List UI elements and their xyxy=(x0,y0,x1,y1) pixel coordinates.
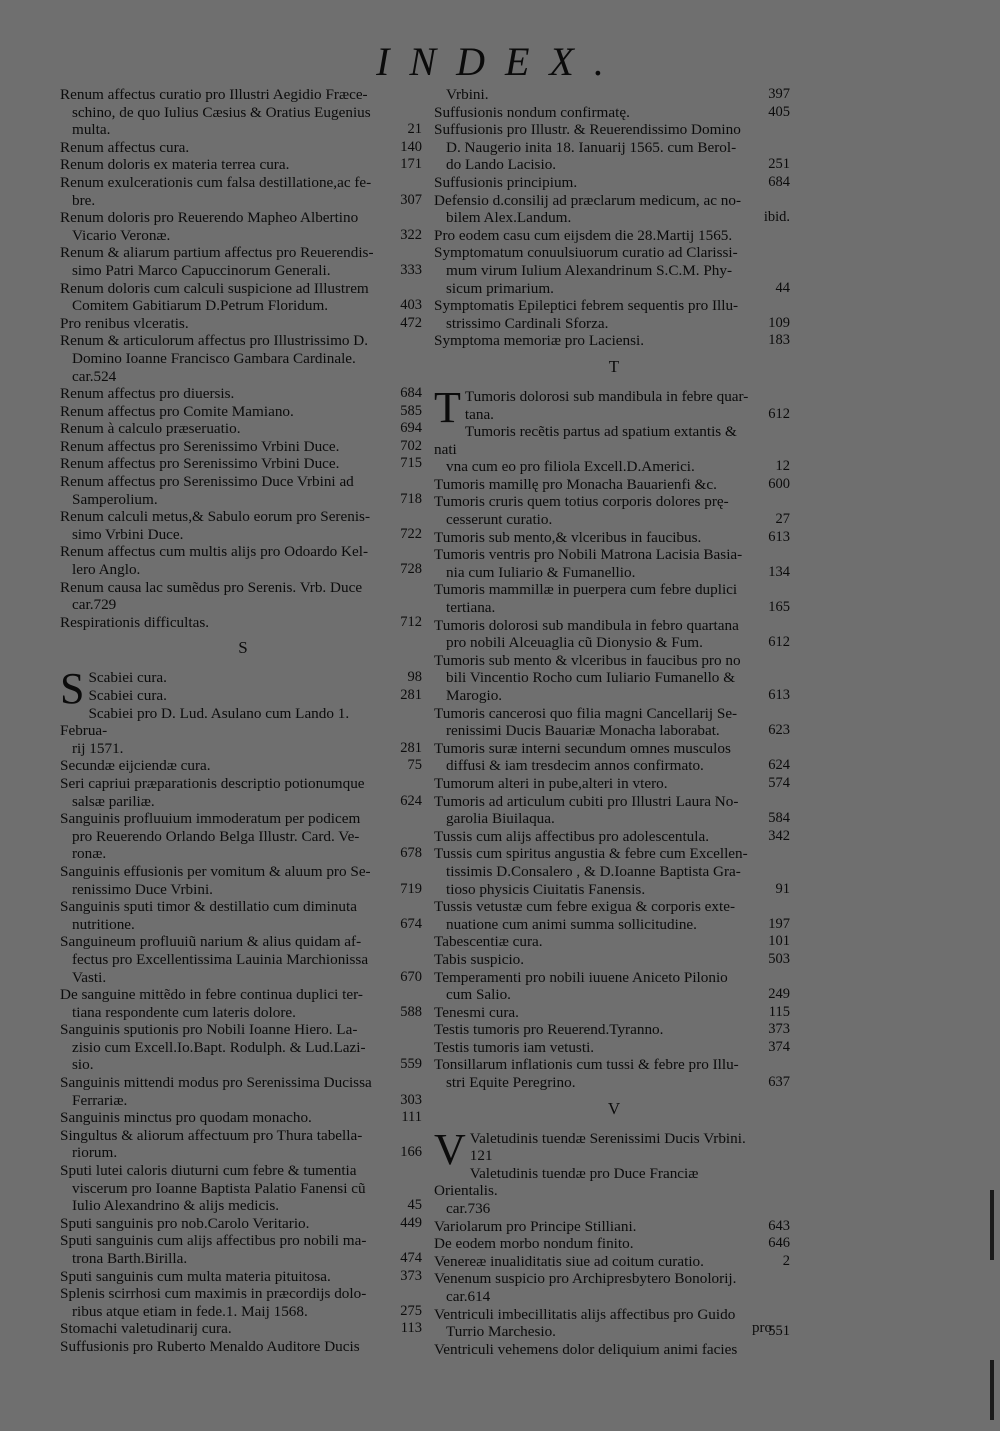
entry-text-line: Sputi sanguinis cum multa materia pituitosa. xyxy=(60,1267,331,1285)
index-entry xyxy=(434,1039,794,1057)
entry-text-line: Tumoris recẽtis partus ad spatium extantis & nati xyxy=(434,423,737,458)
index-entry xyxy=(60,1268,426,1286)
page-number: 109 xyxy=(768,314,790,331)
entry-text-line: Renum affectus pro Serenissimo Vrbini Duce. xyxy=(60,437,340,455)
page-number: 674 xyxy=(400,915,422,932)
entry-text-line: Venenum suspicio pro Archipresbytero Bonolorij. xyxy=(434,1270,737,1288)
entry-text-line: Renum affectus curatio pro Illustri Aegidio Fræce- xyxy=(60,86,368,103)
entry-text-line: Sanguinis profluuium immoderatum per podicem xyxy=(60,810,361,828)
entry-text-line: Tumoris ventris pro Nobili Matrona Lacisia Basia- xyxy=(434,546,743,564)
index-entry xyxy=(434,1165,794,1218)
page-number: 111 xyxy=(401,1109,422,1126)
entry-text-line: Valetudinis tuendæ Serenissimi Ducis Vrbini. xyxy=(469,1129,746,1147)
entry-text-line: Tabis suspicio. xyxy=(434,950,525,968)
entry-text-line: bilem Alex.Landum. xyxy=(446,209,572,227)
page-number: 12 xyxy=(775,458,790,475)
entry-text-line: tertiana. xyxy=(446,599,496,617)
index-column-left xyxy=(60,86,426,1356)
entry-text-line: De sanguine mittẽdo in febre continua duplici ter- xyxy=(60,986,363,1004)
entry-text-line: Tumoris mammillæ in puerpera cum febre duplici xyxy=(434,581,738,599)
entry-text-line: Vrbini. xyxy=(446,86,489,103)
entry-text-line: Marogio. xyxy=(446,687,503,704)
entry-text-line: Venereæ inualiditatis siue ad coitum curatio. xyxy=(434,1252,704,1270)
page-number: 249 xyxy=(768,986,790,1003)
entry-text-line: Symptomatum conuulsiuorum curatio ad Clarissi- xyxy=(434,244,738,262)
page-number: 374 xyxy=(768,1038,790,1055)
entry-text-line: Sanguinis effusionis per vomitum & aluum pro Se- xyxy=(60,862,371,880)
entry-text-line: mum virum Iulium Alexandrinum S.C.M. Phy- xyxy=(446,261,733,279)
entry-text-line: Renum & aliarum partium affectus pro Reuerendis- xyxy=(60,244,374,262)
entry-text-line: Sanguinis sputionis pro Nobili Ioanne Hiero. La- xyxy=(60,1021,358,1039)
page-number: 702 xyxy=(400,437,422,454)
index-entry xyxy=(60,315,426,333)
entry-text-line: Iulio Alexandrino & alijs medicis. xyxy=(72,1197,280,1215)
page-number: 600 xyxy=(768,475,790,492)
entry-text-line: Tenesmi cura. xyxy=(434,1003,519,1021)
entry-text-line: Renum affectus pro Serenissimo Duce Vrbini ad xyxy=(60,473,354,491)
entry-text-line: cum Salio. xyxy=(446,986,511,1004)
page-number: 281 xyxy=(400,739,422,756)
page-title: INDEX. xyxy=(376,39,624,84)
entry-text-line: Tumoris suræ interni secundum omnes musculos xyxy=(434,739,731,757)
index-entry xyxy=(434,1056,794,1091)
index-entry xyxy=(434,1004,794,1022)
entry-text-line: rij 1571. xyxy=(72,739,124,757)
index-entry xyxy=(60,1021,426,1074)
entry-text-line: Ferrariæ. xyxy=(72,1091,128,1109)
entry-text-line: tioso physicis Ciuitatis Fanensis. xyxy=(446,880,646,898)
index-entry xyxy=(434,382,794,432)
entry-text-line: Renum affectus cura. xyxy=(60,138,190,156)
entry-text-line: Symptomatis Epileptici febrem sequentis pro Illu- xyxy=(434,297,739,315)
entry-text-line: Testis tumoris iam vetusti. xyxy=(434,1038,595,1056)
page-number: 643 xyxy=(768,1217,790,1234)
entry-text-line: Variolarum pro Principe Stilliani. xyxy=(434,1217,637,1235)
page-number: 712 xyxy=(400,613,422,630)
entry-text-line: nutritione. xyxy=(72,915,135,933)
page-number: 373 xyxy=(768,1021,790,1038)
index-entry xyxy=(434,951,794,969)
index-entry xyxy=(434,581,794,616)
page-number: 91 xyxy=(775,880,790,897)
entry-text-line: Tussis vetustæ cum febre exigua & corporis exte- xyxy=(434,898,736,916)
entry-text-line: Tumoris dolorosi sub mandibula in febro quartana xyxy=(434,616,739,634)
entry-text-line: simo Patri Marco Capuccinorum Generali. xyxy=(72,261,331,279)
entry-text-line: Tumoris ad articulum cubiti pro Illustri Laura No- xyxy=(434,792,739,810)
entry-text-line: Sanguinis minctus pro quodam monacho. xyxy=(60,1109,312,1127)
index-entry xyxy=(60,1162,426,1215)
page-number: 44 xyxy=(775,279,790,296)
page-number: 503 xyxy=(768,950,790,967)
index-entry xyxy=(60,1127,426,1162)
entry-text-line: Tumoris cancerosi quo filia magni Cancellarij Se- xyxy=(434,704,738,722)
index-entry xyxy=(60,810,426,863)
entry-text-line: Suffusionis pro Illustr. & Reuerendissimo Domino xyxy=(434,121,741,139)
index-entry xyxy=(434,493,794,528)
entry-text-line: car.736 xyxy=(446,1200,491,1218)
entry-text-line: Secundæ eijciendæ cura. xyxy=(60,757,211,775)
entry-text-line: Tumoris sub mento & vlceribus in faucibus pro no xyxy=(434,651,741,669)
page-number: 551 xyxy=(768,1323,790,1340)
entry-text-line: bili Vincentio Rocho cum Iuliario Fumanello & xyxy=(446,669,736,687)
entry-text-line: Tumoris mamillę pro Monacha Bauarienfi &c. xyxy=(434,475,717,493)
page-number: 197 xyxy=(768,915,790,932)
entry-text-line: Testis tumoris pro Reuerend.Tyranno. xyxy=(434,1021,664,1039)
index-entry xyxy=(434,423,794,476)
page-number: 722 xyxy=(400,525,422,542)
index-entry xyxy=(60,209,426,244)
index-entry xyxy=(60,244,426,279)
index-entry xyxy=(434,297,794,332)
entry-text-line: riorum. xyxy=(72,1144,118,1162)
entry-text-line: zisio cum Excell.Io.Bapt. Rodulph. & Lud.Lazi- xyxy=(72,1038,366,1056)
entry-text-line: Temperamenti pro nobili iuuene Aniceto Pilonio xyxy=(434,968,728,986)
entry-text-line: car.729 xyxy=(72,596,117,614)
entry-text-line: nia cum Iuliario & Fumanellio. xyxy=(446,563,636,581)
index-entry xyxy=(434,740,794,775)
page-number: 585 xyxy=(400,402,422,419)
entry-text-line: Vasti. xyxy=(72,968,107,986)
entry-text-line: viscerum pro Ioanne Baptista Palatio Fanensi cũ xyxy=(72,1179,366,1197)
page-number: 719 xyxy=(400,880,422,897)
entry-text-line: fectus pro Excellentissima Lauinia Marchionissa xyxy=(72,950,369,968)
index-entry xyxy=(60,86,426,139)
index-entry xyxy=(60,280,426,315)
page-number: 474 xyxy=(400,1250,422,1266)
page-number: 684 xyxy=(768,173,790,190)
page-number: 21 xyxy=(407,121,422,138)
index-entry xyxy=(60,420,426,438)
index-entry xyxy=(434,775,794,793)
entry-text-line: Renum affectus pro Serenissimo Vrbini Duce. xyxy=(60,455,340,473)
index-entry xyxy=(434,546,794,581)
index-entry xyxy=(60,139,426,157)
entry-text-line: Samperolium. xyxy=(72,490,158,508)
page-number: 715 xyxy=(400,455,422,472)
page-number: ibid. xyxy=(763,209,790,226)
entry-text-line: Tumoris sub mento,& vlceribus in faucibus. xyxy=(434,528,702,546)
index-entry xyxy=(434,1235,794,1253)
entry-text-line: Sanguinis mittendi modus pro Serenissima Ducissa xyxy=(60,1074,372,1092)
entry-text-line: Tonsillarum inflationis cum tussi & febre pro Illu- xyxy=(434,1056,739,1074)
entry-text-line: Respirationis difficultas. xyxy=(60,613,210,631)
margin-mark xyxy=(990,1190,994,1260)
entry-text-line: nuatione cum animi summa sollicitudine. xyxy=(446,915,697,933)
entry-text-line: Sanguineum profluuiũ narium & alius quidam af- xyxy=(60,933,362,951)
page-number: 113 xyxy=(400,1320,422,1337)
catchword: pro xyxy=(752,1320,772,1336)
page-number: 75 xyxy=(407,757,422,774)
entry-text-line: cesserunt curatio. xyxy=(446,511,553,529)
index-entry xyxy=(434,1341,794,1359)
page-number: 303 xyxy=(400,1091,422,1108)
index-entry xyxy=(434,174,794,192)
entry-text-line: Scabiei pro D. Lud. Asulano cum Lando 1. Februa- xyxy=(60,704,350,740)
entry-text-line: lero Anglo. xyxy=(72,561,141,579)
entry-text-line: Pro renibus vlceratis. xyxy=(60,314,189,332)
entry-text-line: sicum primarium. xyxy=(446,279,554,297)
page-number: 333 xyxy=(400,261,422,278)
page-number: 584 xyxy=(768,810,790,827)
index-entry xyxy=(434,652,794,705)
entry-text-line: Sputi sanguinis pro nob.Carolo Veritario. xyxy=(60,1214,310,1232)
entry-text-line: Ventriculi vehemens dolor deliquium animi facies xyxy=(434,1340,738,1358)
entry-text-line: Defensio d.consilij ad præclarum medicum, ac no- xyxy=(434,191,742,209)
index-entry xyxy=(434,828,794,846)
entry-text-line: Renum à calculo præseruatio. xyxy=(60,420,241,438)
index-entry xyxy=(60,775,426,810)
index-entry xyxy=(60,1285,426,1320)
entry-text-line: Renum calculi metus,& Sabulo eorum pro Serenis- xyxy=(60,508,371,526)
index-entry xyxy=(434,1270,794,1305)
page-number: 165 xyxy=(768,599,790,616)
entry-text-line: schino, de quo Iulius Cæsius & Oratius Eugenius xyxy=(72,103,371,121)
page-number: 403 xyxy=(400,297,422,314)
page-number: 624 xyxy=(400,792,422,809)
entry-text-line: Sputi lutei caloris diuturni cum febre & tumentia xyxy=(60,1162,357,1180)
entry-text-line: multa. xyxy=(72,121,111,139)
index-entry xyxy=(60,455,426,473)
entry-text-line: Valetudinis tuendæ pro Duce Franciæ Orientalis. xyxy=(434,1164,699,1200)
page-number: 183 xyxy=(768,332,790,349)
index-entry xyxy=(60,174,426,209)
index-entry xyxy=(434,969,794,1004)
index-entry xyxy=(60,1338,426,1356)
index-entry xyxy=(434,1306,794,1341)
index-entry xyxy=(60,986,426,1021)
index-entry xyxy=(434,1253,794,1271)
page-number: 613 xyxy=(768,687,790,703)
entry-text-line: Tabescentiæ cura. xyxy=(434,933,543,951)
page-number: 449 xyxy=(400,1214,422,1231)
page-number: 45 xyxy=(407,1197,422,1214)
index-entry xyxy=(60,1320,426,1338)
section-letter: S xyxy=(238,638,248,658)
page-number: 612 xyxy=(768,634,790,651)
page-number: 684 xyxy=(400,385,422,402)
entry-text-line: Comitem Gabitiarum D.Petrum Floridum. xyxy=(72,297,329,315)
entry-text-line: stri Equite Peregrino. xyxy=(446,1074,576,1092)
entry-text-line: simo Vrbini Duce. xyxy=(72,525,184,543)
entry-text-line: Sputi sanguinis cum alijs affectibus pro nobili ma- xyxy=(60,1232,367,1250)
index-entry xyxy=(60,614,426,632)
entry-text-line: Renum exulcerationis cum falsa destillatione,ac fe- xyxy=(60,173,372,191)
entry-text-line: bre. xyxy=(72,191,96,209)
entry-text-line: Sanguinis sputi timor & destillatio cum diminuta xyxy=(60,898,357,916)
page-number: 637 xyxy=(768,1074,790,1091)
entry-text-line: Turrio Marchesio. xyxy=(446,1323,556,1341)
index-entry xyxy=(434,1021,794,1039)
page-number: 281 xyxy=(400,687,422,703)
drop-cap: S xyxy=(60,664,85,714)
entry-text-line: ribus atque etiam in fede.1. Maij 1568. xyxy=(72,1302,308,1320)
index-entry xyxy=(434,705,794,740)
entry-text-line: Tumoris dolorosi sub mandibula in febre quar- xyxy=(464,387,749,405)
entry-text-line: Tussis cum alijs affectibus pro adolescentula. xyxy=(434,827,710,845)
page-number: 624 xyxy=(768,757,790,774)
index-entry xyxy=(434,244,794,297)
page-number: 98 xyxy=(407,669,422,686)
page-number: 718 xyxy=(400,490,422,507)
page-number: 27 xyxy=(775,511,790,528)
page-number: 134 xyxy=(768,563,790,580)
entry-text-line: car.614 xyxy=(446,1288,491,1305)
entry-text-line: Renum doloris cum calculi suspicione ad Illustrem xyxy=(60,279,369,297)
entry-text-line: sio. xyxy=(72,1056,94,1074)
index-entry xyxy=(60,898,426,933)
entry-text-line: garolia Biuilaqua. xyxy=(446,810,555,828)
entry-text-line: Seri capriui præparationis descriptio potionumque xyxy=(60,774,365,792)
section-letter: T xyxy=(608,356,620,376)
index-entry xyxy=(60,1232,426,1267)
entry-text-line: Renum affectus cum multis alijs pro Odoardo Kel- xyxy=(60,543,369,561)
index-entry xyxy=(434,845,794,898)
entry-text-line: Renum & articulorum affectus pro Illustrissimo D. xyxy=(60,332,369,350)
entry-text-line: 121 xyxy=(469,1147,493,1165)
page-number: 140 xyxy=(400,138,422,155)
entry-text-line: Renum causa lac sumẽdus pro Serenis. Vrb. Duce xyxy=(60,578,363,596)
entry-text-line: Splenis scirrhosi cum maximis in præcordijs dolo- xyxy=(60,1285,367,1303)
entry-text-line: renissimi Ducis Bauariæ Monacha laborabat. xyxy=(446,722,720,740)
entry-text-line: pro nobili Alceuaglia cũ Dionysio & Fum. xyxy=(446,634,703,652)
page-number: 342 xyxy=(768,827,790,844)
index-entry xyxy=(434,227,794,245)
entry-text-line: diffusi & iam tresdecim annos confirmato. xyxy=(446,757,704,775)
page-number: 2 xyxy=(782,1252,790,1269)
page-number: 115 xyxy=(768,1003,790,1020)
page-number: 612 xyxy=(768,405,790,422)
index-entry xyxy=(434,617,794,652)
entry-text-line: ronæ. xyxy=(72,845,107,863)
drop-cap: V xyxy=(434,1124,466,1174)
entry-text-line: Stomachi valetudinarij cura. xyxy=(60,1320,232,1338)
index-entry xyxy=(434,898,794,933)
page-number: 559 xyxy=(400,1056,422,1073)
index-entry xyxy=(60,385,426,403)
entry-text-line: Renum doloris ex materia terrea cura. xyxy=(60,156,290,174)
entry-text-line: renissimo Duce Vrbini. xyxy=(72,880,213,898)
index-entry xyxy=(60,1215,426,1233)
index-entry xyxy=(434,1218,794,1236)
page-number: 678 xyxy=(400,845,422,862)
entry-text-line: pro Reuerendo Orlando Belga Illustr. Card. Ve- xyxy=(72,827,360,845)
page-number: 322 xyxy=(400,226,422,243)
entry-text-line: tissimis D.Consalero , & D.Ioanne Baptista Gra- xyxy=(446,862,741,880)
entry-text-line: Suffusionis principium. xyxy=(434,173,578,191)
page-number: 670 xyxy=(400,968,422,985)
index-entry xyxy=(60,1074,426,1109)
index-entry xyxy=(434,1124,794,1174)
entry-text-line: Suffusionis pro Ruberto Menaldo Auditore Ducis xyxy=(60,1337,360,1355)
page-number: 307 xyxy=(400,191,422,208)
entry-text-line: Vicario Veronæ. xyxy=(72,226,171,244)
index-entry xyxy=(434,121,794,174)
page-number: 574 xyxy=(768,774,790,791)
page-number: 694 xyxy=(400,420,422,437)
entry-text-line: strissimo Cardinali Sforza. xyxy=(446,314,609,332)
index-entry xyxy=(60,156,426,174)
page-number: 101 xyxy=(768,933,790,950)
index-entry xyxy=(434,332,794,350)
entry-text-line: Tumorum alteri in pube,alteri in vtero. xyxy=(434,774,668,792)
index-entry xyxy=(60,332,426,385)
entry-text-line: Scabiei cura. xyxy=(88,687,167,704)
index-entry xyxy=(60,403,426,421)
entry-text-line: do Lando Lacisio. xyxy=(446,156,557,174)
index-entry xyxy=(60,757,426,775)
page-number: 646 xyxy=(768,1235,790,1252)
index-entry xyxy=(60,508,426,543)
index-entry xyxy=(434,793,794,828)
page-number: 472 xyxy=(400,314,422,331)
entry-text-line: De eodem morbo nondum finito. xyxy=(434,1235,634,1253)
drop-cap: T xyxy=(434,382,461,432)
index-entry xyxy=(60,1109,426,1127)
index-entry xyxy=(60,579,426,614)
index-entry xyxy=(434,476,794,494)
page-number: 405 xyxy=(768,103,790,120)
index-entry xyxy=(60,687,426,705)
entry-text-line: vna cum eo pro filiola Excell.D.Americi. xyxy=(446,458,695,476)
entry-text-line: Tumoris cruris quem totius corporis dolores prę- xyxy=(434,493,729,511)
entry-text-line: Renum doloris pro Reuerendo Mapheo Albertino xyxy=(60,209,359,227)
entry-text-line: trona Barth.Birilla. xyxy=(72,1250,188,1267)
page-number: 373 xyxy=(400,1267,422,1284)
index-entry xyxy=(60,473,426,508)
index-entry xyxy=(434,529,794,547)
index-entry xyxy=(434,933,794,951)
page-number: 171 xyxy=(400,156,422,173)
page-number: 728 xyxy=(400,561,422,578)
entry-text-line: Singultus & aliorum affectuum pro Thura tabella- xyxy=(60,1126,363,1144)
page-number: 166 xyxy=(400,1144,422,1161)
margin-mark xyxy=(990,1360,994,1420)
entry-text-line: Renum affectus pro Comite Mamiano. xyxy=(60,402,294,420)
page-number: 588 xyxy=(400,1003,422,1020)
entry-text-line: tiana respondente cum lateris dolore. xyxy=(72,1003,296,1021)
entry-text-line: tana. xyxy=(464,405,494,423)
entry-text-line: Pro eodem casu cum eijsdem die 28.Martij 1565. xyxy=(434,226,733,244)
index-entry xyxy=(60,863,426,898)
entry-text-line: Renum affectus pro diuersis. xyxy=(60,385,235,403)
entry-text-line: car.524 xyxy=(72,367,117,385)
page-number: 251 xyxy=(768,156,790,173)
entry-text-line: Ventriculi imbecillitatis alijs affectibus pro Guido xyxy=(434,1305,736,1323)
entry-text-line: D. Naugerio inita 18. Ianuarij 1565. cum Berol- xyxy=(446,138,737,156)
entry-text-line: Domino Ioanne Francisco Gambara Cardinale. xyxy=(72,349,356,367)
page-number: 275 xyxy=(400,1302,422,1319)
index-entry xyxy=(60,705,426,758)
index-entry xyxy=(434,104,794,122)
index-entry xyxy=(60,438,426,456)
index-entry xyxy=(60,933,426,986)
index-column-right xyxy=(434,86,794,1358)
entry-text-line: Scabiei cura. xyxy=(88,669,167,687)
entry-text-line: salsæ pariliæ. xyxy=(72,792,155,810)
page-number: 613 xyxy=(768,528,790,545)
entry-text-line: Suffusionis nondum confirmatę. xyxy=(434,103,630,121)
entry-text-line: Tussis cum spiritus angustia & febre cum Excellen- xyxy=(434,845,748,863)
page-number: 623 xyxy=(768,722,790,739)
index-entry xyxy=(434,192,794,227)
page-number: 397 xyxy=(768,86,790,102)
section-letter: V xyxy=(607,1098,621,1118)
index-entry xyxy=(434,86,794,104)
index-entry xyxy=(60,543,426,578)
entry-text-line: Symptoma memoriæ pro Laciensi. xyxy=(434,332,645,350)
